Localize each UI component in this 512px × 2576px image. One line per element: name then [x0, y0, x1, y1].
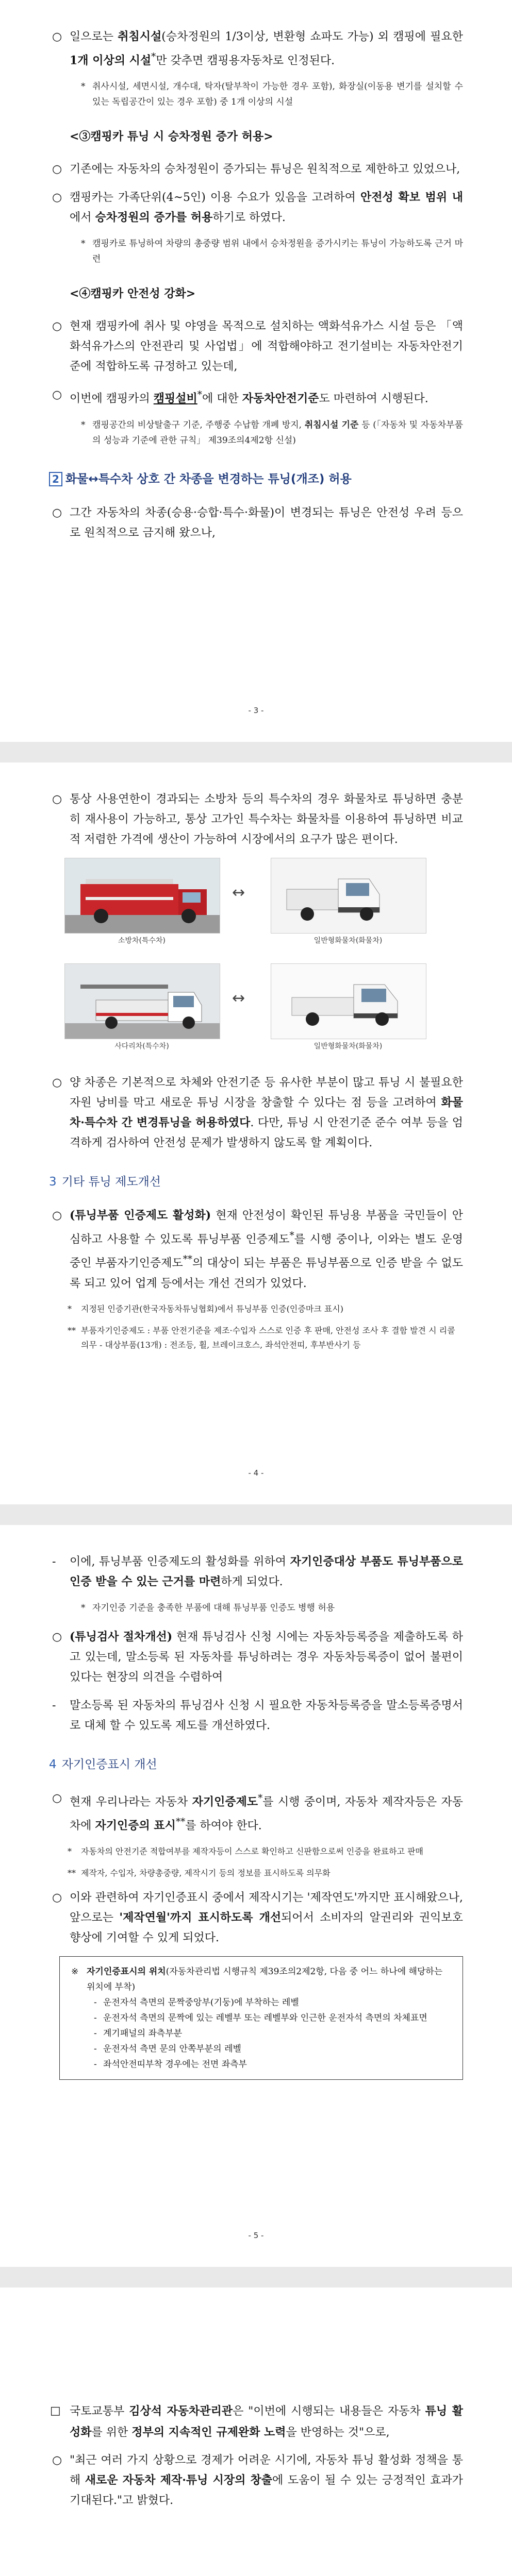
- paragraph: ○ 캠핑카는 가족단위(4~5인) 이용 수요가 있음을 고려하여 안전성 확보 범위 내에서 승차정원의 증가를 허용하기로 하였다.: [52, 191, 463, 225]
- paragraph: - 이에, 튜닝부품 인증제도의 활성화를 위하여 자기인증대상 부품도 튜닝부품으로 인증 받을 수 있는 근거를 마련하게 되었다.: [52, 1555, 463, 1588]
- page-5: [0, 1525, 512, 2267]
- paragraph: ○ 현재 우리나라는 자동차 자기인증제도*를 시행 중이며, 자동차 제작자등은 자동차에 자기인증의 표시**를 하여야 한다.: [52, 1792, 463, 1833]
- paragraph: ○ (튜닝검사 절차개선) 현재 튜닝검사 신청 시에는 자동차등록증을 제출하도록 하고 있는데, 말소등록 된 자동차를 튜닝하려는 경우 자동차등록증이 없어 불편이 있다는 현장의 의견을 수렴하여: [52, 1630, 463, 1684]
- footnote: ** 제작자, 수입자, 차량총중량, 제작시기 등의 정보를 표시하도록 의무화: [68, 1868, 331, 1878]
- footnote: * 지정된 인증기관(한국자동차튜닝협회)에서 튜닝부품 인증(인증마크 표시): [68, 1303, 343, 1314]
- list-item: - 계기패널의 좌측부분: [94, 2028, 183, 2039]
- vehicle-photos: [49, 858, 463, 1061]
- footnote: * 캠핑공간의 비상탈출구 기준, 주행중 수납함 개폐 방지, 취침시설 기준 등 (「자동차 및 자동차부품의 성능과 기준에 관한 규칙」 제39조의4제2항 신설): [81, 419, 464, 446]
- footnote: ** 부품자기인증제도 : 부품 안전기준을 제조·수입자 스스로 인증 후 판매, 안전성 조사 후 결함 발견 시 리콜 의무 - 대상부품(13개) : 전조등, 휠, 브레이크호스, 좌석안전띠, 후부반사기 등: [68, 1325, 455, 1350]
- footnote: * 자기인증 기준을 충족한 부품에 대해 튜닝부품 인증도 병행 허용: [81, 1603, 335, 1613]
- paragraph: - 말소등록 된 자동차의 튜닝검사 신청 시 필요한 자동차등록증을 말소등록증명서로 대체 할 수 있도록 제도를 개선하였다.: [52, 1699, 463, 1732]
- page-3: [0, 0, 512, 742]
- fire-truck-photo: [64, 858, 220, 934]
- box-heading: ※ 자기인증표시의 위치(자동차관리법 시행규칙 제39조의2제2항, 다음 중 어느 하나에 해당하는 위치에 부착): [71, 1966, 443, 1992]
- cargo-truck-photo: [271, 963, 426, 1039]
- photo-caption: 일반형화물차(화물차): [313, 937, 383, 945]
- page-number: - 3 -: [248, 706, 264, 715]
- paragraph: ○ 통상 사용연한이 경과되는 소방차 등의 특수차의 경우 화물차로 튜닝하면 충분히 재사용이 가능하고, 통상 고가인 특수차는 화물차를 이용하여 튜닝하면 비교적 저렴한 가격에 생산이 가능하여 시장에서의 요구가 많은 편이다.: [52, 793, 463, 846]
- paragraph: ○ 일으로는 취침시설(승차정원의 1/3이상, 변환형 쇼파도 가능) 외 캠핑에 필요한 1개 이상의 시설*만 갖추면 캠핑용자동차로 인정된다.: [52, 30, 463, 67]
- ladder-truck-photo: [64, 963, 220, 1039]
- paragraph: ○ 양 차종은 기본적으로 차체와 안전기준 등 유사한 부분이 많고 튜닝 시 불필요한 자원 낭비를 막고 새로운 튜닝 시장을 창출할 수 있다는 점 등을 고려하여 화물차·특수차 간 변경튜닝을 허용하였다. 다만, 튜닝 시 안전기준 준수 여부 등을 엄격하게 검사하여 안전성 문제가 발생하지 않도록 할 계획이다.: [52, 1076, 463, 1149]
- section-heading: <④캠핑카 안전성 강화>: [70, 287, 196, 301]
- paragraph: ○ 기존에는 자동차의 승차정원이 증가되는 튜닝은 원칙적으로 제한하고 있었으나,: [52, 163, 460, 176]
- page-4: [0, 762, 512, 1504]
- cargo-truck-photo: [271, 858, 426, 934]
- list-item: - 좌석안전띠부착 경우에는 전면 좌측부: [94, 2059, 247, 2070]
- info-box: [59, 1956, 463, 2080]
- paragraph: ○ 이와 관련하여 자기인증표시 중에서 제작시기는 '제작연도'까지만 표시해왔으나, 앞으로는 '제작연월'까지 표시하도록 개선되어서 소비자의 알권리와 권익보호 향상에 기여할 수 있게 되었다.: [52, 1891, 463, 1944]
- section-title: 2 화물↔특수차 상호 간 차종을 변경하는 튜닝(개조) 허용: [49, 469, 463, 489]
- paragraph: ○ 이번에 캠핑카의 캠핑설비*에 대한 자동차안전기준도 마련하여 시행된다.: [52, 388, 428, 405]
- section-title: 4 자기인증표시 개선: [49, 1758, 157, 1771]
- page-6: [0, 2287, 512, 2576]
- paragraph: ○ 그간 자동차의 차종(승용·승합·특수·화물)이 변경되는 튜닝은 안전성 우려 등으로 원칙적으로 금지해 왔으나,: [52, 506, 463, 539]
- arrow-icon: ↔: [232, 884, 245, 902]
- list-item: - 운전자석 측면 문의 안쪽부분의 레벨: [94, 2043, 241, 2054]
- arrow-icon: ↔: [232, 989, 245, 1007]
- page-number: - 4 -: [248, 1468, 264, 1478]
- photo-caption: 소방차(특수차): [118, 937, 166, 945]
- paragraph: ○ 현재 캠핑카에 취사 및 야영을 목적으로 설치하는 액화석유가스 시설 등은 「액화석유가스의 안전관리 및 사업법」에 적합해야하고 전기설비는 자동차안전기준에 적합하도록 규정하고 있는데,: [52, 320, 463, 374]
- footnote: * 자동차의 안전기준 적합여부를 제작자등이 스스로 확인하고 신판함으로써 인증을 완료하고 판매: [68, 1846, 424, 1856]
- photo-caption: 사다리차(특수차): [114, 1042, 169, 1050]
- list-item: - 운전자석 측면의 문짝중앙부(기둥)에 부착하는 레벨: [94, 1997, 299, 2008]
- section-title: 3 기타 튜닝 제도개선: [49, 1175, 161, 1189]
- section-heading: <③캠핑카 튜닝 시 승차정원 증가 허용>: [70, 130, 273, 144]
- footnote: * 취사시설, 세면시설, 개수대, 탁자(탈부착이 가능한 경우 포함), 화장실(이동용 변기를 설치할 수 있는 독립공간이 있는 경우 포함) 중 1개 이상의 시설: [81, 81, 463, 108]
- paragraph: ○ "최근 여러 가지 상황으로 경제가 어려운 시기에, 자동차 튜닝 활성화 정책을 통해 새로운 자동차 제작·튜닝 시장의 창출에 도움이 될 수 있는 긍정적인 효과가 기대된다."고 밝혔다.: [52, 2454, 464, 2507]
- footnote: * 캠핑카로 튜닝하여 차량의 총중량 범위 내에서 승차정원을 증가시키는 튜닝이 가능하도록 근거 마련: [81, 239, 463, 265]
- page-number: - 5 -: [248, 2231, 264, 2240]
- photo-caption: 일반형화물차(화물차): [313, 1042, 383, 1050]
- paragraph: □ 국토교통부 김상석 자동차관리관은 "이번에 시행되는 내용들은 자동차 튜닝 활성화를 위한 정부의 지속적인 규제완화 노력을 반영하는 것"으로,: [50, 2404, 463, 2439]
- paragraph: ○ (튜닝부품 인증제도 활성화) 현재 안전성이 확인된 튜닝용 부품을 국민들이 안심하고 사용할 수 있도록 튜닝부품 인증제도*를 시행 중이나, 이와는 별도 운영 중인 부품자기인증제도**의 대상이 되는 부품은 튜닝부품으로 인증 받을 수 없도록 되고 있어 업계 등에서는 개선 건의가 있었다.: [52, 1209, 463, 1290]
- list-item: - 운전자석 측면의 문짝에 있는 레벨부 또는 레벨부와 인근한 운전자석 측면의 차체표면: [94, 2012, 427, 2023]
